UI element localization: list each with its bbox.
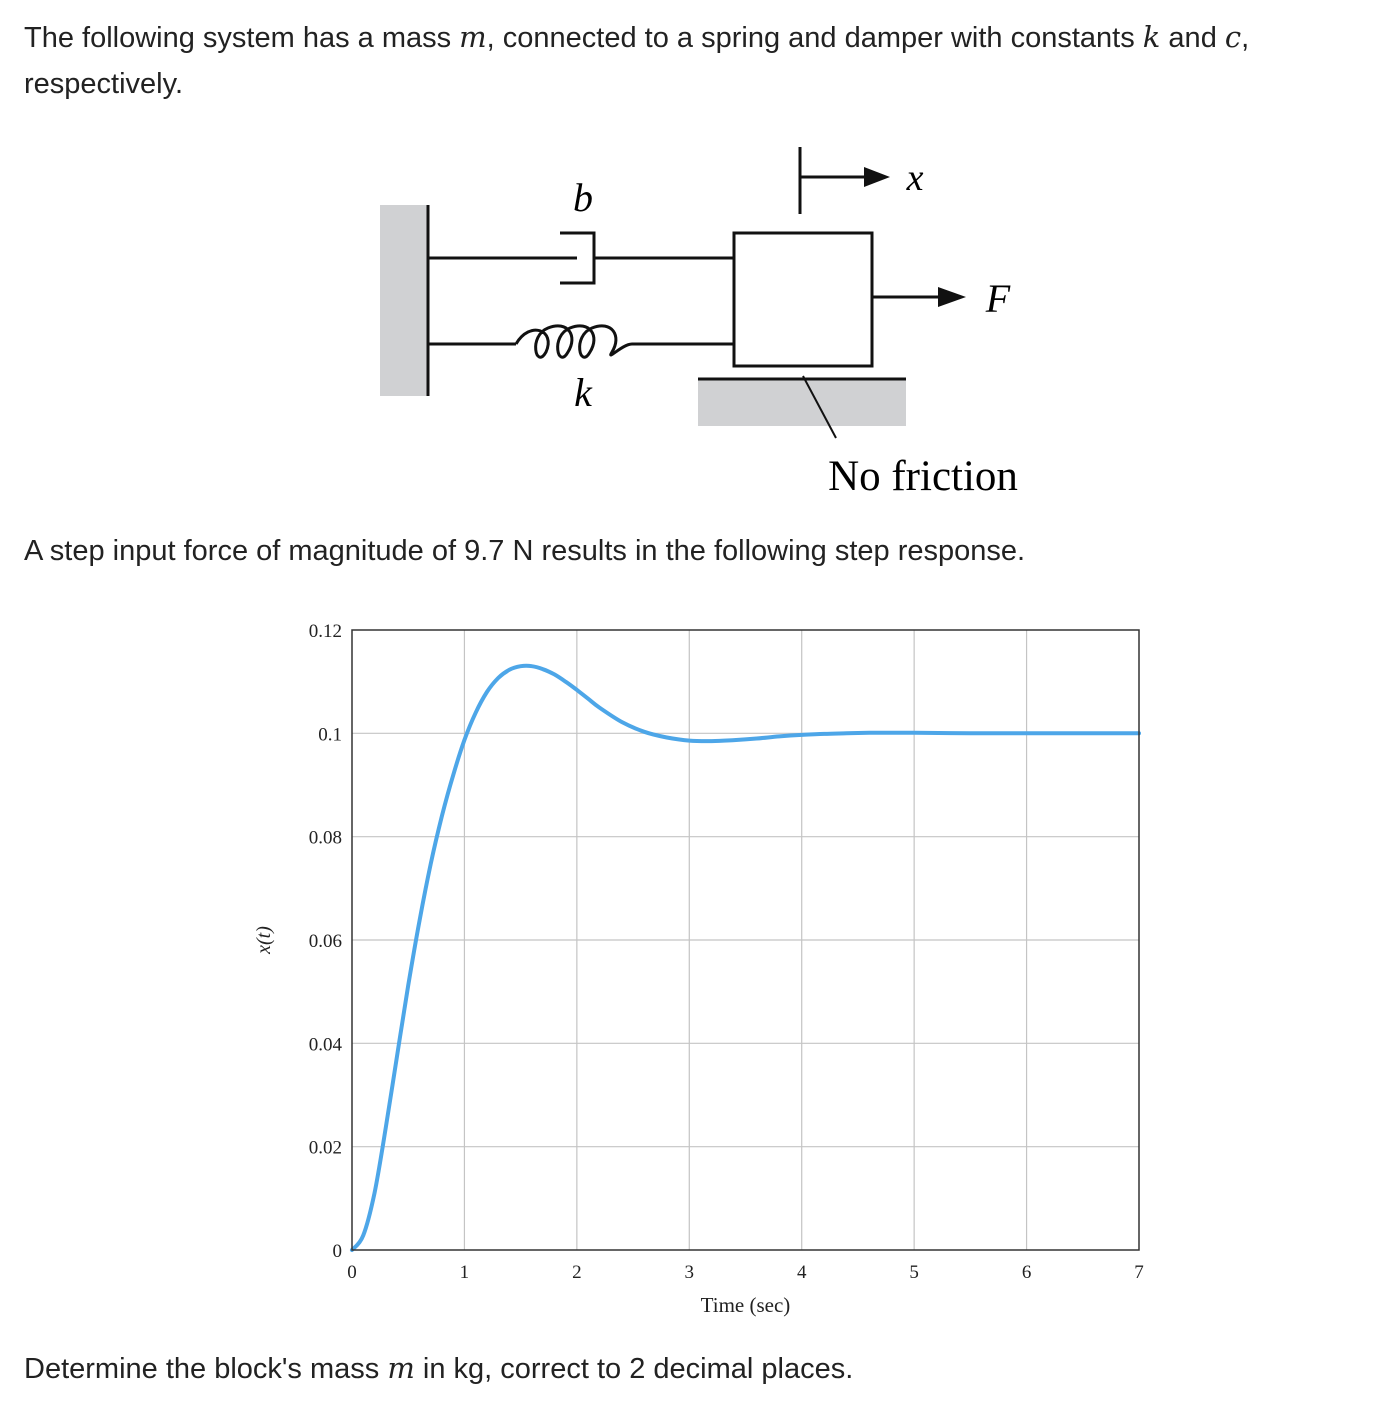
x-tick-label: 5 xyxy=(909,1262,919,1283)
mass-spring-damper-diagram xyxy=(370,140,1050,510)
x-tick-labels xyxy=(347,1262,1144,1283)
displacement-label: x xyxy=(906,157,924,199)
y-tick-label: 0.12 xyxy=(308,621,342,642)
x-tick-label: 0 xyxy=(347,1262,357,1283)
spring xyxy=(428,326,734,357)
intro-paragraph xyxy=(24,14,1364,107)
question-text-b: in kg, correct to 2 decimal places. xyxy=(414,1353,854,1385)
step-response-chart xyxy=(240,610,1160,1330)
y-tick-labels xyxy=(309,621,343,1262)
displacement-arrow xyxy=(800,147,890,214)
ground xyxy=(698,380,906,426)
x-tick-label: 2 xyxy=(572,1262,582,1283)
damper-label: b xyxy=(573,175,593,220)
spring-constant-variable: k xyxy=(1142,20,1161,54)
intro-text-a: The following system has a mass xyxy=(24,22,460,54)
step-response-line xyxy=(352,666,1139,1250)
intro-text-c: and xyxy=(1160,22,1225,54)
y-tick-label: 0 xyxy=(332,1241,342,1262)
step-response-text: A step input force of magnitude of 9.7 N results in the following step response. xyxy=(24,535,1026,567)
mass-variable: m xyxy=(387,1351,415,1385)
force-label: F xyxy=(985,276,1011,321)
damping-constant-variable: c xyxy=(1224,20,1242,54)
x-tick-label: 1 xyxy=(459,1262,470,1283)
y-tick-label: 0.1 xyxy=(318,724,342,746)
intro-text-b: , connected to a spring and damper with constants xyxy=(486,22,1143,54)
y-tick-label: 0.08 xyxy=(308,827,342,849)
force-arrow xyxy=(872,287,966,307)
y-tick-label: 0.06 xyxy=(308,931,342,952)
no-friction-label: No friction xyxy=(828,453,1018,500)
question-text-a: Determine the block's mass xyxy=(24,1353,388,1385)
x-tick-label: 3 xyxy=(684,1262,695,1283)
x-tick-label: 4 xyxy=(796,1262,807,1283)
y-tick-label: 0.02 xyxy=(308,1137,342,1159)
x-tick-label: 6 xyxy=(1021,1262,1032,1283)
x-axis-label: Time (sec) xyxy=(700,1293,791,1317)
spring-label: k xyxy=(574,370,592,415)
y-axis-label: x(t) xyxy=(253,926,275,954)
damper xyxy=(428,233,734,283)
x-tick-label: 7 xyxy=(1134,1262,1144,1283)
question-paragraph xyxy=(24,1345,853,1392)
mass-block xyxy=(734,233,872,366)
y-tick-label: 0.04 xyxy=(308,1034,342,1056)
intro-text-d: , respectively. xyxy=(24,22,1250,100)
wall xyxy=(380,205,428,396)
mass-variable: m xyxy=(459,20,487,54)
